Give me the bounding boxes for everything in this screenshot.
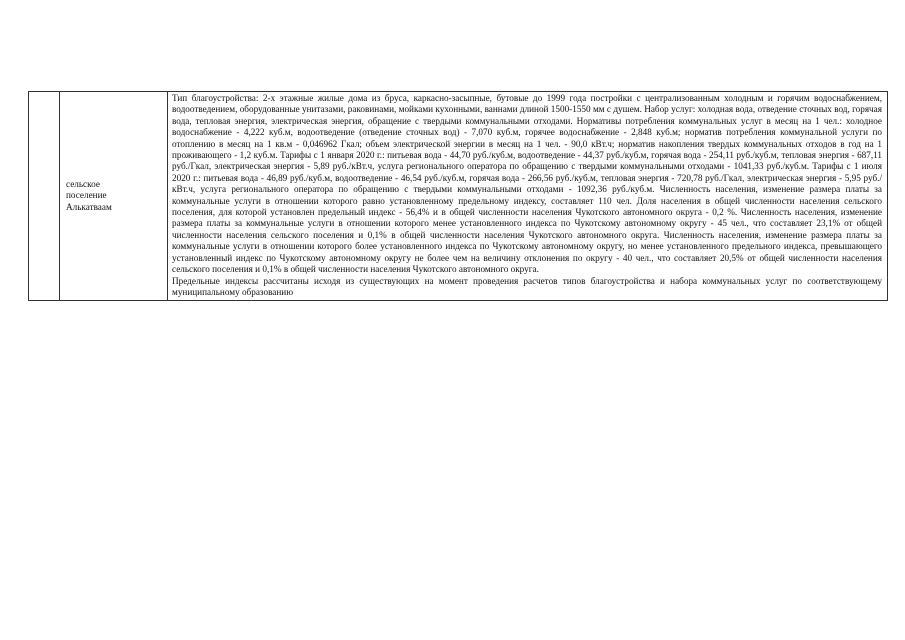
description-cell — [168, 92, 888, 301]
description-paragraph: Тип благоустройства: 2-х этажные жилые дома из бруса, каркасно-засыпные, бутовые до 1999 года постройки с централизованным холодным и горячим водоснабжением, водоотведением, оборудованные унитазами, раковинами, мойками кухонными, ваннами длиной 1500-1550 мм с душем. Набор услуг: холодная вода, отведение сточных вод, горячая вода, тепловая энергия, электрическая энергия, обращение с твердыми коммунальными отходами. Нормативы потребления коммунальных услуг в месяц на 1 чел.: холодное водоснабжение - 4,222 куб.м, водоотведение (отведение сточных вод) - 7,070 куб.м, горячее водоснабжение - 2,848 куб.м; норматив потребления коммунальной услуги по отоплению в месяц на 1 кв.м - 0,046962 Гкал; объем электрической энергии в месяц на 1 чел. - 90,0 кВт.ч; норматив накопления твердых коммунальных отходов в год на 1 проживающего - 1,2 куб.м. Тарифы с 1 января 2020 г.: питьевая вода - 44,70 руб./куб.м, водоотведение - 44,37 руб./куб.м, горячая вода - 254,11 руб./куб.м, тепловая энергия - 687,11 руб./Гкал, электрическая энергия - 5,89 руб./кВт.ч, услуга регионального оператора по обращению с твердыми коммунальными отходами - 1041,33 руб./куб.м. Тарифы с 1 июля 2020 г.: питьевая вода - 46,89 руб./куб.м, водоотведение - 46,54 руб./куб.м, горячая вода - 266,56 руб./куб.м, тепловая энергия - 720,78 руб./Гкал, электрическая энергия - 5,95 руб./кВт.ч, услуга регионального оператора по обращению с твердыми коммунальными отходами - 1092,36 руб./куб.м. Численность населения, изменение размера платы за коммунальные услуги в отношении которого равно установленному предельному индексу, составляет 110 чел. Доля населения в общей численности населения сельского поселения, для которой установлен предельный индекс - 56,4% и в общей численности населения Чукотского автономного округа - 0,2 %. Численность населения, изменение размера платы за коммунальные услуги в отношении которого менее установленного индекса по Чукотскому автономному округу - 45 чел., что составляет 23,1% от общей численности населения сельского поселения и 0,1% в общей численности населения Чукотского автономного округа. Численность населения, изменение размера платы за коммунальные услуги в отношении которого более установленного индекса по Чукотскому автономному округу, но менее установленного предельного индекса, превышающего установленный индекс по Чукотскому автономному округу не более чем на величину отклонения по округу - 40 чел., что составляет 20,5% от общей численности населения сельского поселения и 0,1% в общей численности населения Чукотского автономного округа. — [172, 93, 882, 275]
document-table — [28, 91, 888, 301]
settlement-name-cell — [60, 92, 168, 301]
note-paragraph: Предельные индексы рассчитаны исходя из существующих на момент проведения расчетов типов благоустройства и набора коммунальных услуг по соответствующему муниципальному образованию — [172, 275, 882, 297]
table-row — [29, 92, 888, 301]
row-number-cell — [29, 92, 60, 301]
settlement-name: сельское поселение Алькатваам — [66, 179, 112, 212]
